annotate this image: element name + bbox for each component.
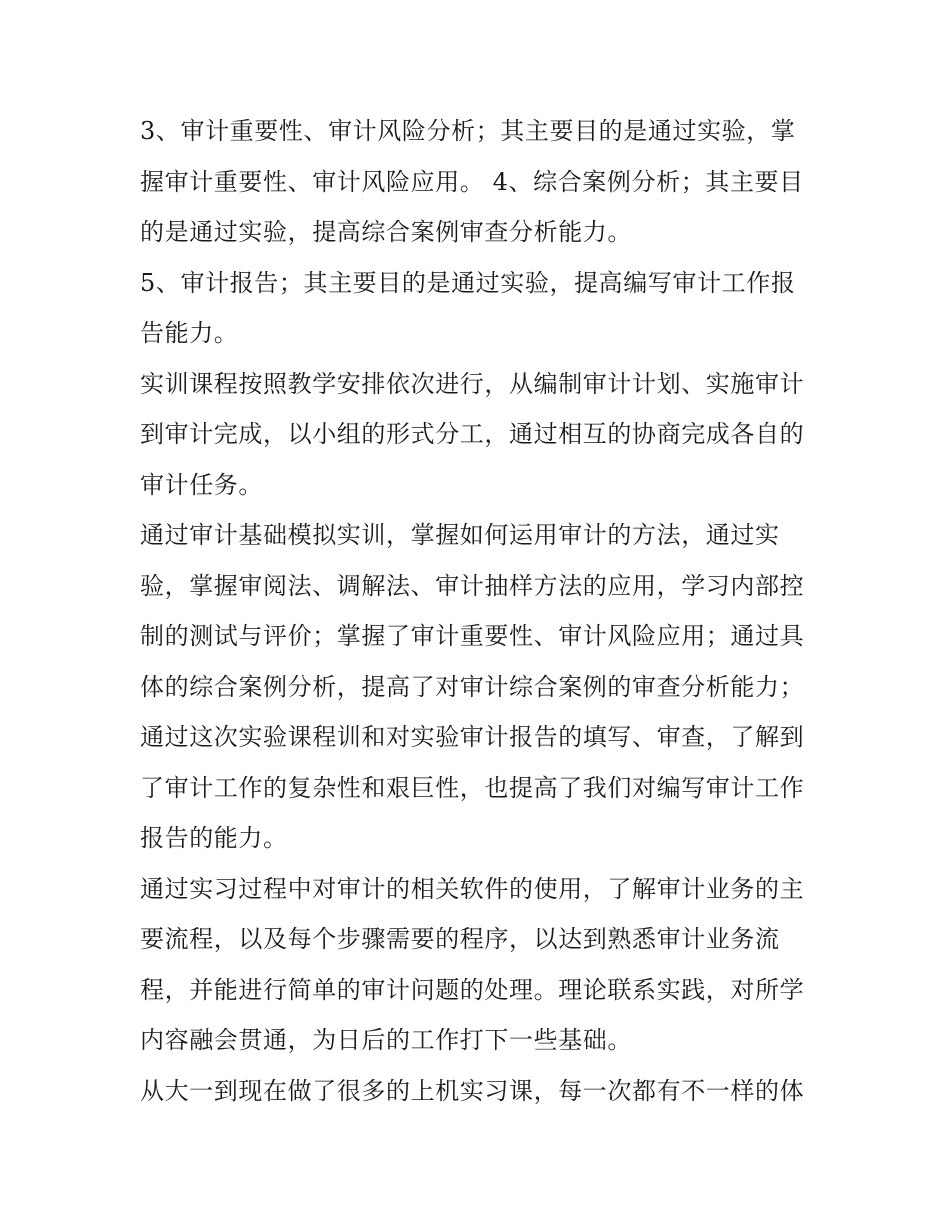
paragraph-4: 通过审计基础模拟实训，掌握如何运用审计的方法，通过实验，掌握审阅法、调解法、审计抽样方法的应用，学习内部控制的测试与评价；掌握了审计重要性、审计风险应用；通过具体的综合案例分析，提高了对审计综合案例的审查分析能力；通过这次实验课程训和对实验审计报告的填写、审查，了解到了审计工作的复杂性和艰巨性，也提高了我们对编写审计工作报告的能力。	[140, 521, 805, 852]
paragraph-3: 实训课程按照教学安排依次进行，从编制审计计划、实施审计到审计完成，以小组的形式分工，通过相互的协商完成各自的审计任务。	[140, 369, 805, 499]
paragraph-6: 从大一到现在做了很多的上机实习课，每一次都有不一样的体	[140, 1076, 805, 1105]
document-body	[140, 106, 820, 1116]
paragraph-2: 5、审计报告；其主要目的是通过实验，提高编写审计工作报告能力。	[140, 268, 796, 347]
paragraph-1: 3、审计重要性、审计风险分析；其主要目的是通过实验，掌握审计重要性、审计风险应用。 4、综合案例分析；其主要目的是通过实验，提高综合案例审查分析能力。	[140, 117, 804, 246]
paragraph-5: 通过实习过程中对审计的相关软件的使用，了解审计业务的主要流程，以及每个步骤需要的程序，以达到熟悉审计业务流程，并能进行简单的审计问题的处理。理论联系实践，对所学内容融会贯通，为日后的工作打下一些基础。	[140, 874, 805, 1054]
